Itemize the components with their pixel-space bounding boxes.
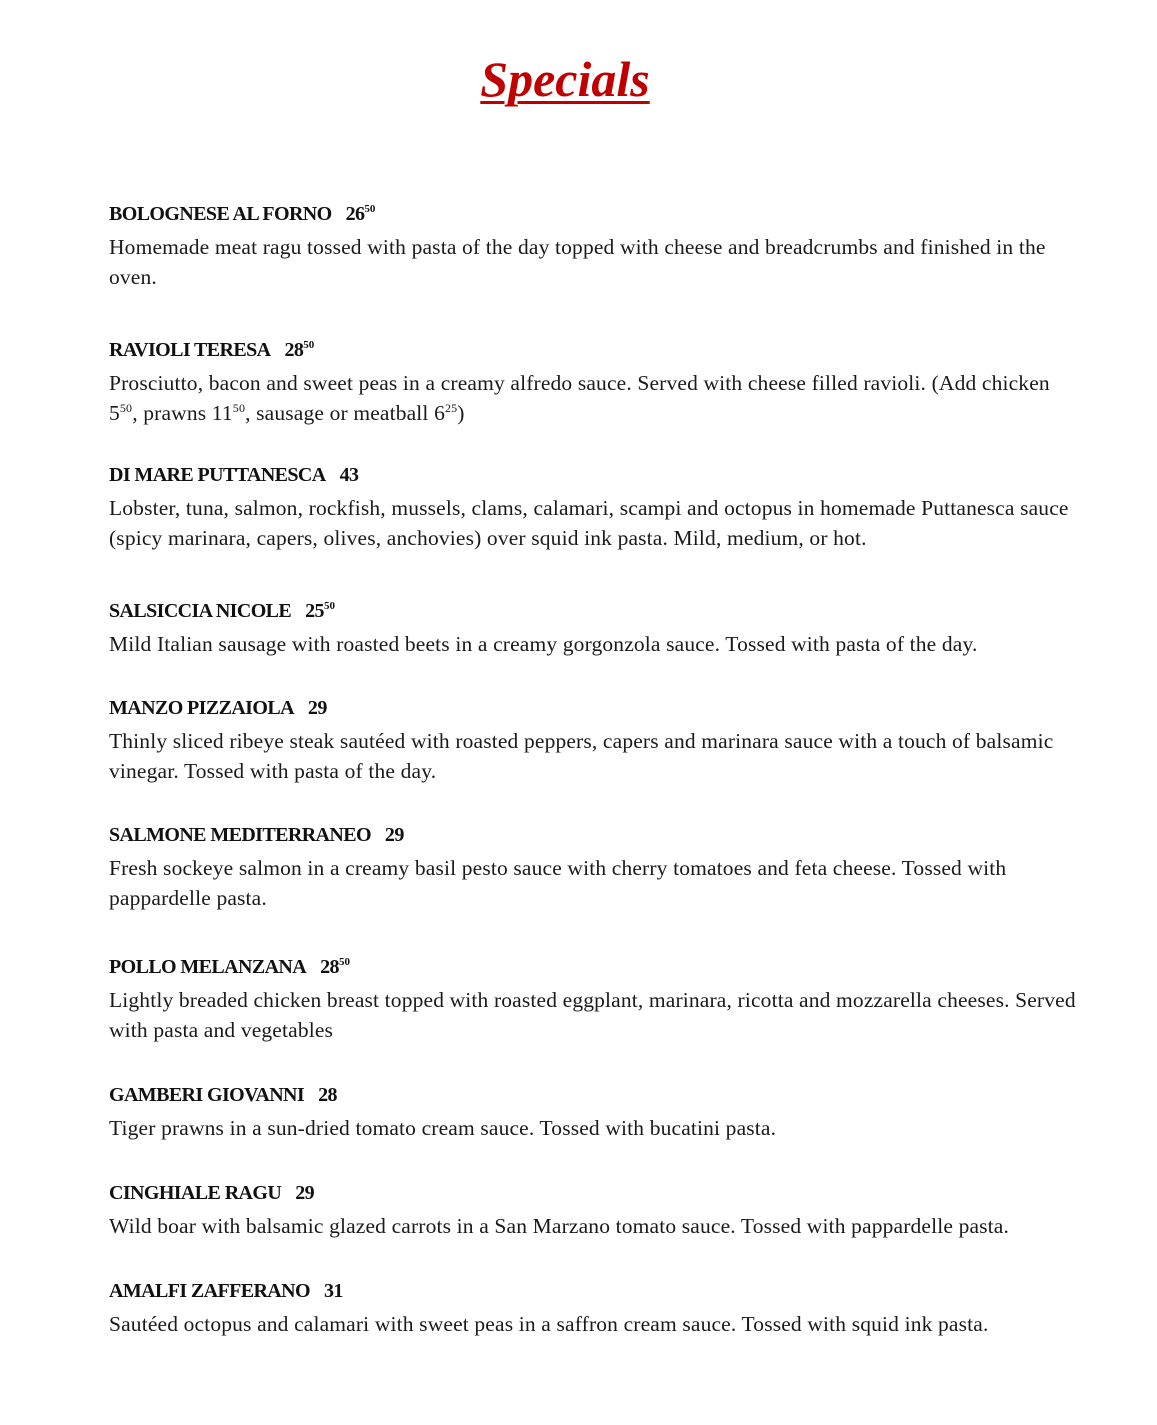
price-superscript: 25 — [444, 401, 458, 415]
menu-item — [109, 330, 1084, 428]
menu-item — [109, 1178, 1084, 1241]
menu-item — [109, 1080, 1084, 1143]
menu-item-price: $25^{50}$ — [305, 600, 335, 622]
menu-item-heading — [109, 460, 1084, 490]
menu-item-price: 29 — [384, 824, 404, 846]
menu-item — [109, 947, 1084, 1045]
menu-item-name: BOLOGNESE AL FORNO — [109, 203, 332, 225]
menu-item-heading — [109, 591, 1084, 626]
menu-item-price: 31 — [323, 1280, 343, 1302]
menu-item-price: 29 — [307, 697, 327, 719]
menu-item-price: 28 — [318, 1084, 337, 1106]
menu-item-description: Tiger prawns in a sun-dried tomato cream sauce. Tossed with bucatini pasta. — [109, 1116, 777, 1140]
menu-item-heading — [109, 693, 1084, 723]
specials-list — [109, 160, 1084, 1339]
menu-item-heading — [109, 820, 1084, 850]
menu-item-description: Thinly sliced ribeye steak sautéed with roasted peppers, capers and marinara sauce with a touch of balsamic vinegar. Tossed with pasta of the day. — [109, 729, 1054, 783]
menu-item-price: $28^{50}$ — [320, 956, 350, 978]
menu-item-description: Mild Italian sausage with roasted beets in a creamy gorgonzola sauce. Tossed with pasta of the day. — [109, 632, 978, 656]
menu-item-name: CINGHIALE RAGU — [109, 1182, 282, 1204]
menu-item-name: AMALFI ZAFFERANO — [109, 1280, 310, 1302]
menu-item-price: 43 — [339, 464, 359, 486]
menu-item-description: Fresh sockeye salmon in a creamy basil pesto sauce with cherry tomatoes and feta cheese. Tossed with pappardelle pasta. — [109, 856, 1007, 910]
menu-item-price: 29 — [295, 1182, 314, 1204]
page-title: Specials — [480, 51, 650, 107]
menu-item-name: DI MARE PUTTANESCA — [109, 464, 326, 486]
menu-item-description: Wild boar with balsamic glazed carrots in a San Marzano tomato sauce. Tossed with pappardelle pasta. — [109, 1214, 1010, 1238]
menu-item-price-cents: 50 — [323, 600, 335, 612]
menu-item — [109, 460, 1084, 553]
menu-item-heading — [109, 1080, 1084, 1110]
menu-item — [109, 591, 1084, 659]
menu-item-name: RAVIOLI TERESA — [109, 339, 271, 361]
menu-item — [109, 820, 1084, 913]
menu-item-price-cents: 50 — [364, 203, 376, 215]
menu-item-description: Sautéed octopus and calamari with sweet peas in a saffron cream sauce. Tossed with squid ink pasta. — [109, 1312, 989, 1336]
menu-item — [109, 693, 1084, 786]
menu-item-heading — [109, 194, 1084, 229]
menu-item-price-cents: 50 — [303, 339, 315, 351]
menu-item-name: POLLO MELANZANA — [109, 956, 307, 978]
price-superscript: 50 — [232, 401, 246, 415]
price-superscript: 50 — [119, 401, 133, 415]
menu-item-price-cents: 50 — [338, 956, 350, 968]
menu-item-name: SALSICCIA NICOLE — [109, 600, 292, 622]
menu-item-price: $28^{50}$ — [284, 339, 315, 361]
menu-item-description: Lightly breaded chicken breast topped with roasted eggplant, marinara, ricotta and mozzarella cheeses. Served with pasta and vegetables — [109, 988, 1076, 1042]
menu-item-name: MANZO PIZZAIOLA — [109, 697, 294, 719]
menu-item-name: GAMBERI GIOVANNI — [109, 1084, 305, 1106]
menu-item-description: Lobster, tuna, salmon, rockfish, mussels, clams, calamari, scampi and octopus in homemade Puttanesca sauce (spicy marinara, capers, olives, anchovies) over squid ink pasta. Mild, medium, or hot. — [109, 496, 1069, 550]
menu-item — [109, 1276, 1084, 1339]
menu-item-description: Prosciutto, bacon and sweet peas in a creamy alfredo sauce. Served with cheese filled ravioli. (Add chicken $5^{50}$, prawns $11^{50}$, sausage or meatball $6^{25}$) — [109, 371, 1050, 425]
menu-item-heading — [109, 330, 1084, 365]
menu-item-heading — [109, 1276, 1084, 1306]
menu-item-price: $26^{50}$ — [345, 203, 376, 225]
menu-item-heading — [109, 947, 1084, 982]
menu-item-description: Homemade meat ragu tossed with pasta of the day topped with cheese and breadcrumbs and finished in the oven. — [109, 235, 1046, 289]
menu-item — [109, 194, 1084, 292]
menu-item-heading — [109, 1178, 1084, 1208]
menu-item-name: SALMONE MEDITERRANEO — [109, 824, 371, 846]
